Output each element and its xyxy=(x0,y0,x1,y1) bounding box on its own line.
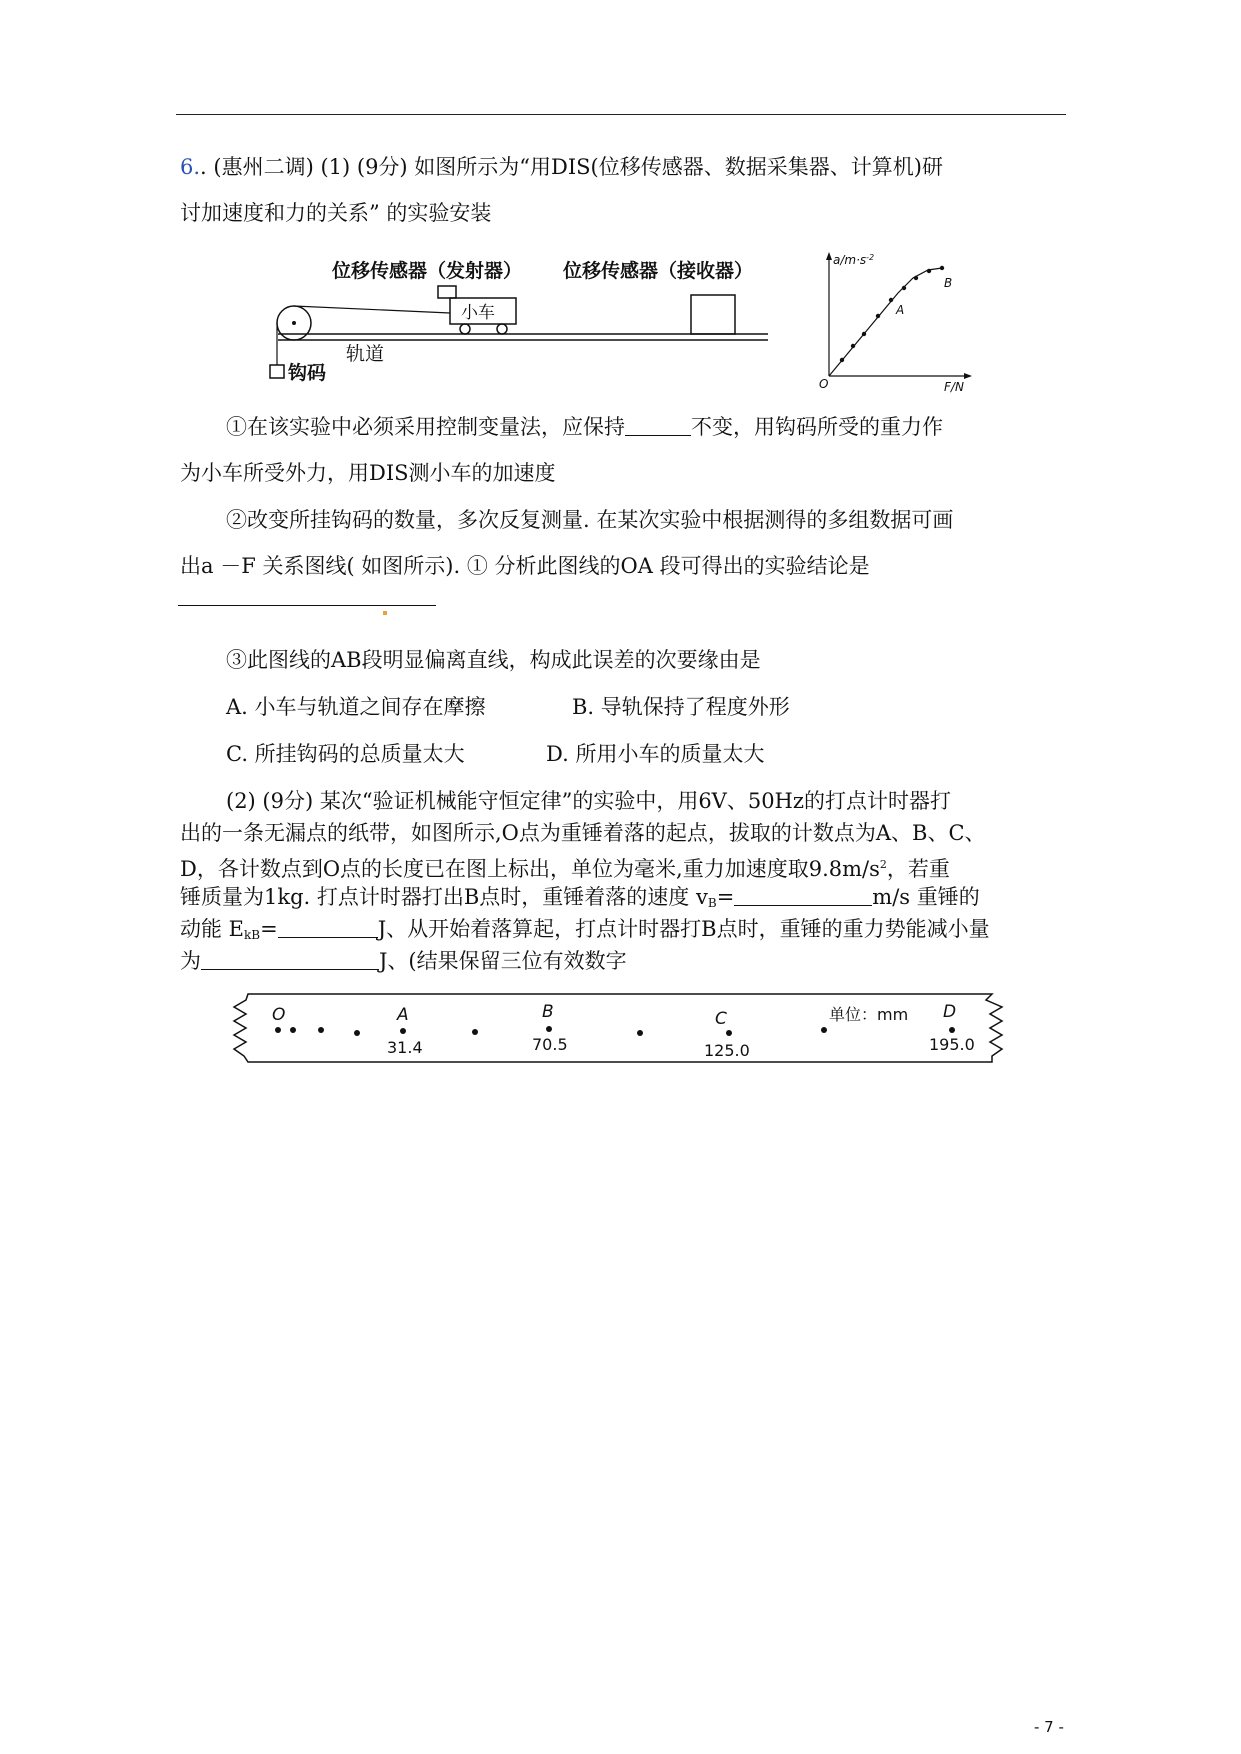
tape-dot xyxy=(290,1027,296,1033)
answer-blank-velocity[interactable] xyxy=(734,885,872,906)
tape-label-d: D xyxy=(943,1002,957,1022)
option-a[interactable]: A. 小车与轨道之间存在摩擦 xyxy=(226,695,486,719)
tape-dot xyxy=(726,1030,732,1036)
tape-reading-c: 125.0 xyxy=(704,1041,750,1060)
item1-text-b: 不变，用钩码所受的重力作 xyxy=(691,415,943,439)
transmitter-box xyxy=(438,286,456,298)
tape-dot xyxy=(354,1030,360,1036)
part2-line-6 xyxy=(180,946,627,976)
point-a-label: A xyxy=(896,303,905,317)
question-line-2: 讨加速度和力的关系” 的实验安装 xyxy=(180,201,492,225)
part2-text-4a: 锤质量为1kg. 打点计时器打出B点时，重锤着落的速度 v xyxy=(180,885,708,909)
tape-dot xyxy=(472,1029,478,1035)
a-f-graph xyxy=(818,248,998,393)
data-point xyxy=(851,344,855,348)
part2-text-5a: 动能 E xyxy=(180,917,245,941)
y-axis-label: $a/m\cdot s^{-2}$ xyxy=(833,253,875,267)
part2-line-5 xyxy=(180,914,990,950)
hook-weight-box xyxy=(270,365,284,378)
question-number: 6. xyxy=(180,155,201,179)
tape-label-o: O xyxy=(272,1005,286,1025)
part2-line-1: (2) (9分) 某次“验证机械能守恒定律”的实验中，用6V、50Hz的打点计时器打 xyxy=(226,789,951,813)
item1-text-a: ①在该实验中必须采用控制变量法，应保持 xyxy=(226,415,625,439)
part2-line-3 xyxy=(180,850,950,884)
x-axis-label: F/N xyxy=(944,380,964,393)
apparatus-diagram xyxy=(258,255,778,395)
velocity-subscript: B xyxy=(707,896,717,910)
cart-wheel-right xyxy=(497,324,507,334)
fit-curve xyxy=(829,268,942,376)
data-point xyxy=(927,269,931,273)
tape-label-c: C xyxy=(715,1009,727,1029)
header-rule xyxy=(176,114,1066,115)
option-c[interactable]: C. 所挂钩码的总质量太大 xyxy=(226,742,465,766)
part2-text-5b: = xyxy=(260,917,278,941)
answer-blank-2[interactable] xyxy=(178,605,436,606)
option-b[interactable]: B. 导轨保持了程度外形 xyxy=(572,695,790,719)
part2-line-2: 出的一条无漏点的纸带，如图所示,O点为重锤着落的起点，拔取的计数点为A、B、C、 xyxy=(180,821,986,845)
item1-line-2: 为小车所受外力，用DIS测小车的加速度 xyxy=(180,461,556,485)
stray-mark xyxy=(383,611,387,615)
tape-dot xyxy=(400,1028,406,1034)
tape-dot xyxy=(821,1027,827,1033)
part2-text-3a: D，各计数点到O点的长度已在图上标出，单位为毫米,重力加速度取9.8m/s xyxy=(180,857,880,881)
item2-line-2: 出a －F 关系图线( 如图所示). ① 分析此图线的OA 段可得出的实验结论是 xyxy=(180,554,870,578)
cart-label: 小车 xyxy=(461,303,495,323)
energy-subscript: kB xyxy=(244,928,261,942)
answer-blank-1[interactable] xyxy=(625,415,691,436)
tape-reading-a: 31.4 xyxy=(387,1038,423,1057)
item1-line-1 xyxy=(226,412,943,442)
data-point xyxy=(889,298,893,302)
tape-reading-d: 195.0 xyxy=(929,1035,975,1054)
data-point xyxy=(902,286,906,290)
x-axis-arrow xyxy=(964,373,972,379)
data-point xyxy=(840,358,844,362)
sensor-transmitter-label: 位移传感器（发射器） xyxy=(332,260,523,282)
option-d[interactable]: D. 所用小车的质量太大 xyxy=(546,742,765,766)
part2-text-5c: J、从开始着落算起，打点计时器打B点时，重锤的重力势能减小量 xyxy=(377,917,990,941)
tape-reading-b: 70.5 xyxy=(532,1035,568,1054)
paper-tape xyxy=(226,988,1016,1068)
tape-label-a: A xyxy=(397,1005,409,1025)
sensor-receiver-label: 位移传感器（接收器） xyxy=(563,260,754,282)
receiver-box xyxy=(691,295,735,334)
data-point xyxy=(914,276,918,280)
string-top xyxy=(294,306,450,313)
tape-dot xyxy=(275,1027,281,1033)
part2-text-6b: J、(结果保留三位有效数字 xyxy=(379,949,627,973)
answer-blank-energy[interactable] xyxy=(278,917,378,938)
part2-text-4b: = xyxy=(716,885,735,909)
part2-text-3b: ，若重 xyxy=(886,857,950,881)
question-line-1 xyxy=(180,152,943,182)
data-point xyxy=(876,314,880,318)
origin-label: O xyxy=(819,377,829,391)
tape-unit-label: 单位：mm xyxy=(829,1005,909,1024)
tape-dot xyxy=(949,1027,955,1033)
part2-text-4c: m/s 重锤的 xyxy=(872,885,980,909)
pulley-axle xyxy=(292,321,296,325)
cart-wheel-left xyxy=(460,324,470,334)
item3-line: ③此图线的AB段明显偏离直线，构成此误差的次要缘由是 xyxy=(226,648,761,672)
tape-dot xyxy=(637,1030,643,1036)
track-label: 轨道 xyxy=(346,343,385,365)
answer-blank-potential[interactable] xyxy=(201,949,379,970)
tape-dot xyxy=(318,1027,324,1033)
point-b-label: B xyxy=(944,276,953,290)
unit-superscript: 2 xyxy=(879,858,887,871)
data-point xyxy=(862,332,866,336)
tape-dot xyxy=(546,1026,552,1032)
part2-line-4 xyxy=(180,882,980,918)
question-text-1: . (惠州二调) (1) (9分) 如图所示为“用DIS(位移传感器、数据采集器、计算机)研 xyxy=(200,155,943,179)
data-point xyxy=(940,266,944,270)
y-axis-arrow xyxy=(826,252,832,260)
item2-line-1: ②改变所挂钩码的数量，多次反复测量. 在某次实验中根据测得的多组数据可画 xyxy=(226,508,954,532)
page-number: - 7 - xyxy=(1034,1718,1064,1736)
hook-weight-label: 钩码 xyxy=(288,362,327,384)
part2-text-6a: 为 xyxy=(180,949,201,973)
tape-label-b: B xyxy=(542,1002,554,1022)
